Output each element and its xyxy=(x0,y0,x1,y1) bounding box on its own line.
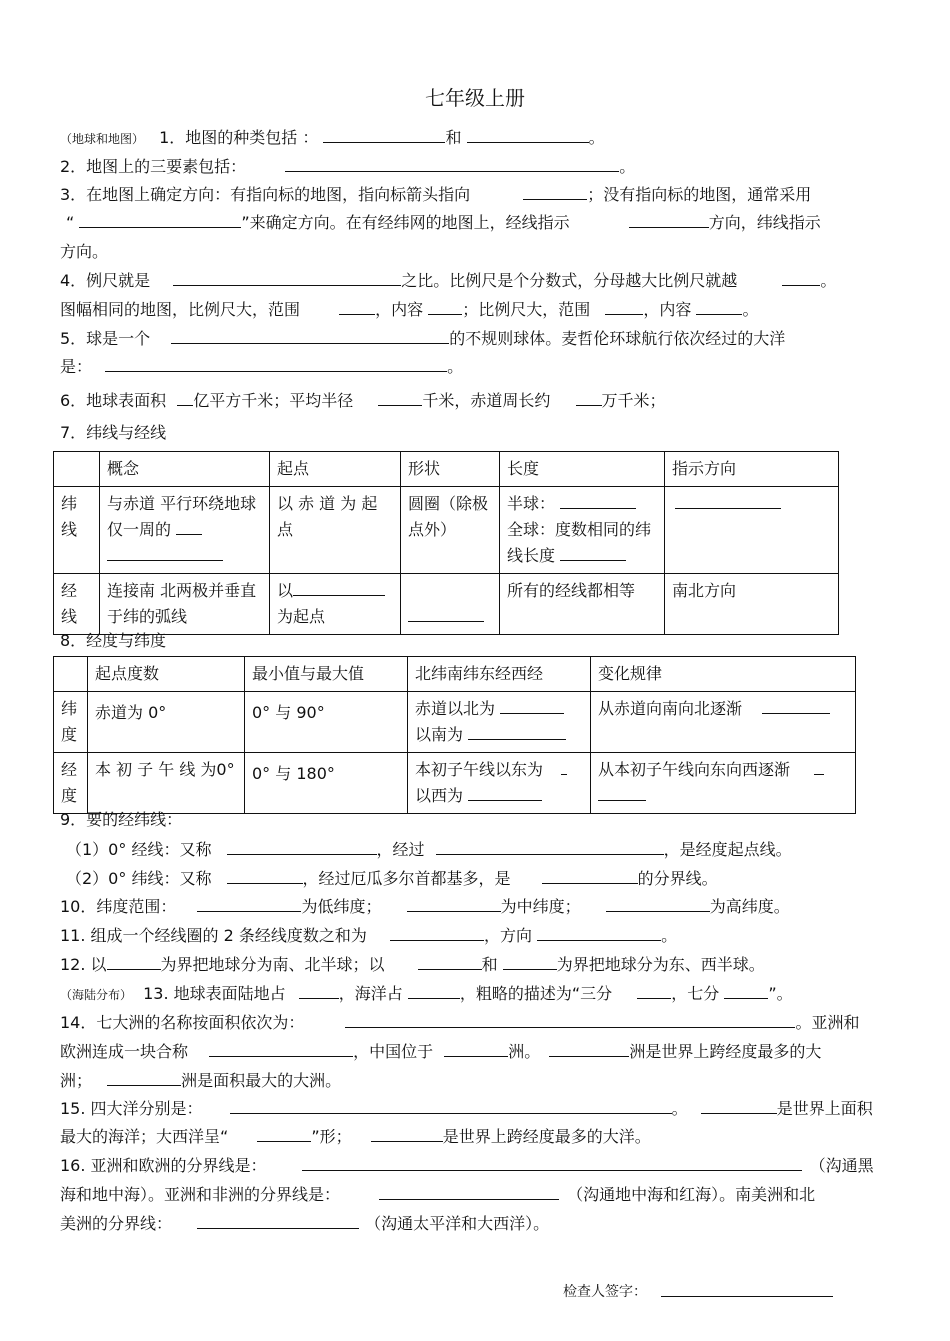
blank[interactable] xyxy=(468,724,566,740)
col-header: 长度 xyxy=(500,452,665,487)
cell: 南北方向 xyxy=(665,574,839,635)
question-2: 2．地图上的三要素包括： 。 xyxy=(60,157,636,176)
blank[interactable] xyxy=(542,868,638,884)
question-14: 14．七大洲的名称按面积依次为： 。亚洲和 xyxy=(60,1013,860,1032)
col-header: 形状 xyxy=(401,452,500,487)
blank[interactable] xyxy=(177,390,193,406)
question-3-line2: “ ”来确定方向。在有经纬网的地图上，经线指示 方向，纬线指示 xyxy=(66,213,821,232)
col-header: 概念 xyxy=(100,452,270,487)
question-3-line3: 方向。 xyxy=(60,242,109,261)
cell: 0° 与 180° xyxy=(245,753,408,814)
blank[interactable] xyxy=(285,156,619,172)
cell: 本 初 子 午 线 为0° xyxy=(88,753,245,814)
signature-label: 检查人签字： xyxy=(563,1284,647,1300)
page-title: 七年级上册 xyxy=(425,86,525,110)
blank[interactable] xyxy=(293,580,385,596)
col-header: 变化规律 xyxy=(591,657,856,692)
cell: 连接南 北两极并垂直于纬的弧线 xyxy=(100,574,270,635)
question-6: 6．地球表面积 亿平方千米；平均半径 千米，赤道周长约 万千米； xyxy=(60,391,666,410)
row-label: 纬线 xyxy=(54,487,100,574)
cell: 以 赤 道 为 起点 xyxy=(270,487,401,574)
cell: 所有的经线都相等 xyxy=(500,574,665,635)
blank[interactable] xyxy=(345,1012,795,1028)
blank[interactable] xyxy=(105,356,447,372)
q7-heading: 7．纬线与经线 xyxy=(60,423,167,442)
blank[interactable] xyxy=(762,698,830,714)
blank[interactable] xyxy=(302,1155,802,1171)
section-tag: （地球和地图） xyxy=(60,132,145,146)
blank[interactable] xyxy=(418,954,482,970)
blank[interactable] xyxy=(371,1126,443,1142)
blank[interactable] xyxy=(79,212,241,228)
col-header: 起点 xyxy=(270,452,401,487)
blank[interactable] xyxy=(230,1098,672,1114)
question-3: 3．在地图上确定方向：有指向标的地图，指向标箭头指向 ；没有指向标的地图，通常采用 xyxy=(60,185,812,204)
blank[interactable] xyxy=(537,925,661,941)
blank[interactable] xyxy=(629,212,709,228)
col-header: 最小值与最大值 xyxy=(245,657,408,692)
cell: 赤道以北为 以南为 xyxy=(408,692,591,753)
question-16-line3: 美洲的分界线： （沟通太平洋和大西洋）。 xyxy=(60,1214,550,1233)
question-4-line2: 图幅相同的地图，比例尺大，范围 ，内容 ；比例尺大，范围 ，内容 。 xyxy=(60,300,759,319)
col-header: 起点度数 xyxy=(88,657,245,692)
section-tag: （海陆分布） xyxy=(60,988,133,1002)
signature-line[interactable] xyxy=(661,1296,833,1297)
cell: 赤道为 0° xyxy=(88,692,245,753)
question-5: 5．球是一个 的不规则球体。麦哲伦环球航行依次经过的大洋 xyxy=(60,329,786,348)
question-15-line2: 最大的海洋；大西洋呈“ ”形； 是世界上跨经度最多的大洋。 xyxy=(60,1127,651,1146)
blank[interactable] xyxy=(107,545,223,561)
blank[interactable] xyxy=(323,127,445,143)
row-label: 经线 xyxy=(54,574,100,635)
blank[interactable] xyxy=(637,983,671,999)
blank[interactable] xyxy=(598,785,646,801)
blank[interactable] xyxy=(197,1213,359,1229)
blank[interactable] xyxy=(339,299,375,315)
blank[interactable] xyxy=(227,839,377,855)
latitude-longitude-lines-table xyxy=(53,451,839,635)
blank[interactable] xyxy=(549,1041,629,1057)
blank[interactable] xyxy=(390,925,484,941)
question-1: （地球和地图） 1．地图的种类包括 ： 和 。 xyxy=(60,128,605,147)
longitude-latitude-degree-table xyxy=(53,656,856,814)
cell: 以 为起点 xyxy=(270,574,401,635)
cell xyxy=(401,574,500,635)
question-13: （海陆分布） 13. 地球表面陆地占 ，海洋占 ，粗略的描述为“三分 ，七分 ”。 xyxy=(60,984,793,1003)
blank[interactable] xyxy=(407,896,501,912)
cell: 与赤道 平行环绕地球仅一周的 xyxy=(100,487,270,574)
blank[interactable] xyxy=(107,1070,181,1086)
cell xyxy=(665,487,839,574)
question-16: 16. 亚洲和欧洲的分界线是： （沟通黑 xyxy=(60,1156,874,1175)
blank[interactable] xyxy=(299,983,339,999)
blank[interactable] xyxy=(257,1126,311,1142)
blank[interactable] xyxy=(560,493,636,509)
question-15: 15. 四大洋分别是： 。 是世界上面积 xyxy=(60,1099,873,1118)
blank[interactable] xyxy=(408,606,484,622)
question-12: 12. 以 为界把地球分为南、北半球；以 和 为界把地球分为东、西半球。 xyxy=(60,955,765,974)
blank[interactable] xyxy=(560,545,626,561)
row-label: 纬度 xyxy=(54,692,88,753)
question-10: 10．纬度范围： 为低纬度； 为中纬度； 为高纬度。 xyxy=(60,897,790,916)
cell: 从本初子午线向东向西逐渐 xyxy=(591,753,856,814)
question-16-line2: 海和地中海）。亚洲和非洲的分界线是： （沟通地中海和红海）。南美洲和北 xyxy=(60,1185,816,1204)
blank[interactable] xyxy=(675,493,781,509)
cell: 0° 与 90° xyxy=(245,692,408,753)
blank[interactable] xyxy=(227,868,303,884)
col-header: 指示方向 xyxy=(665,452,839,487)
question-14-line2: 欧洲连成一块合称 ，中国位于 洲。 洲是世界上跨经度最多的大 xyxy=(60,1042,822,1061)
question-11: 11. 组成一个经线圈的 2 条经线度数之和为 ，方向 。 xyxy=(60,926,678,945)
blank[interactable] xyxy=(503,954,557,970)
question-9: 9．要的经纬线： xyxy=(60,810,183,829)
blank[interactable] xyxy=(379,1184,559,1200)
blank[interactable] xyxy=(782,270,820,286)
blank[interactable] xyxy=(500,698,564,714)
blank[interactable] xyxy=(444,1041,508,1057)
question-5-line2: 是： 。 xyxy=(60,357,464,376)
blank[interactable] xyxy=(576,390,602,406)
blank[interactable] xyxy=(701,1098,777,1114)
question-4: 4．例尺就是 之比。比例尺是个分数式，分母越大比例尺就越 。 xyxy=(60,271,837,290)
question-9-1: （1）0° 经线：又称 ，经过 ，是经度起点线。 xyxy=(66,840,792,859)
q8-heading: 8．经度与纬度 xyxy=(60,631,167,650)
blank[interactable] xyxy=(197,896,301,912)
cell: 本初子午线以东为 以西为 xyxy=(408,753,591,814)
col-header: 北纬南纬东经西经 xyxy=(408,657,591,692)
cell: 圆圈（除极点外） xyxy=(401,487,500,574)
blank[interactable] xyxy=(171,328,449,344)
blank[interactable] xyxy=(606,896,710,912)
blank[interactable] xyxy=(428,299,462,315)
cell: 从赤道向南向北逐渐 xyxy=(591,692,856,753)
blank[interactable] xyxy=(408,983,460,999)
question-9-2: （2）0° 纬线：又称 ，经过厄瓜多尔首都基多，是 的分界线。 xyxy=(66,869,718,888)
row-label: 经度 xyxy=(54,753,88,814)
blank[interactable] xyxy=(468,785,542,801)
blank[interactable] xyxy=(436,839,664,855)
cell: 半球： 全球：度数相同的纬线长度 xyxy=(500,487,665,574)
blank[interactable] xyxy=(605,299,643,315)
blank[interactable] xyxy=(209,1041,353,1057)
blank[interactable] xyxy=(523,184,587,200)
question-14-line3: 洲； 洲是面积最大的大洲。 xyxy=(60,1071,342,1090)
blank[interactable] xyxy=(173,270,401,286)
blank[interactable] xyxy=(107,954,161,970)
blank[interactable] xyxy=(724,983,768,999)
blank[interactable] xyxy=(467,127,589,143)
blank[interactable] xyxy=(696,299,742,315)
blank[interactable] xyxy=(378,390,422,406)
